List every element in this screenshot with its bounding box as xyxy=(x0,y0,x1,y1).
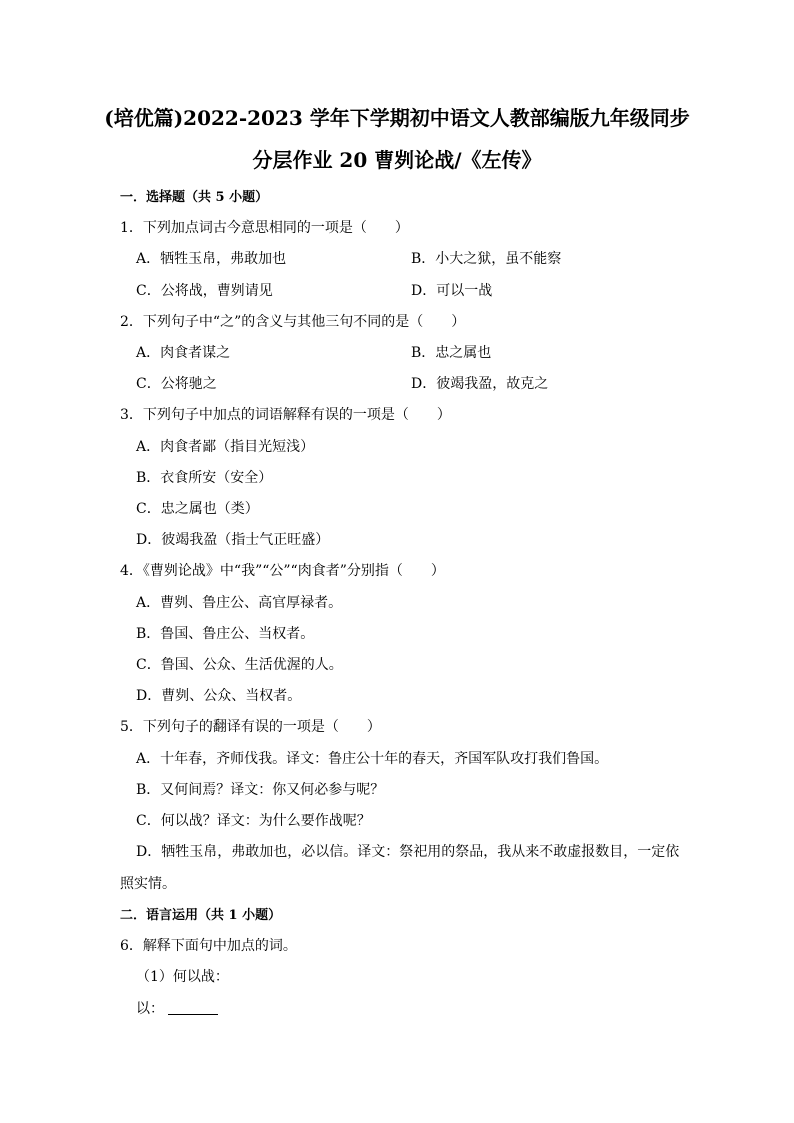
question-3-option-a: A．肉食者鄙（指目光短浅） xyxy=(136,439,315,455)
question-2-stem: 2．下列句子中“之”的含义与其他三句不同的是（ ） xyxy=(120,314,466,330)
question-3-stem: 3．下列句子中加点的词语解释有误的一项是（ ） xyxy=(120,407,451,423)
question-1-option-b: B．小大之狱，虽不能察 xyxy=(411,251,562,267)
question-2-option-a: A．肉食者谋之 xyxy=(136,345,231,361)
answer-blank[interactable] xyxy=(168,1000,218,1015)
question-5-stem: 5．下列句子的翻译有误的一项是（ ） xyxy=(120,719,381,735)
question-2-option-c: C．公将驰之 xyxy=(136,376,217,392)
question-2-option-d: D．彼竭我盈，故克之 xyxy=(411,376,549,392)
question-5-option-c: C．何以战？译文：为什么要作战呢？ xyxy=(136,813,371,829)
question-5-option-d-line1: D．牺牲玉帛，弗敢加也，必以信。译文：祭祀用的祭品，我从来不敢虚报数目，一定依 xyxy=(136,844,680,860)
question-1-stem: 1．下列加点词古今意思相同的一项是（ ） xyxy=(120,220,409,236)
section-heading-choice: 一．选择题（共 5 小题） xyxy=(120,190,269,205)
question-4-option-c: C．鲁国、公众、生活优渥的人。 xyxy=(136,657,343,673)
document-title-line2: 分层作业 20 曹刿论战/《左传》 xyxy=(252,148,542,172)
question-4-stem: 4．《曹刿论战》中“我”“公”“肉食者”分别指（ ） xyxy=(120,563,445,579)
question-5-option-a: A．十年春，齐师伐我。译文：鲁庄公十年的春天，齐国军队攻打我们鲁国。 xyxy=(136,751,609,767)
question-3-option-d: D．彼竭我盈（指士气正旺盛） xyxy=(136,532,330,548)
question-5-option-d-line2: 照实情。 xyxy=(120,876,176,892)
question-4-option-d: D．曹刿、公众、当权者。 xyxy=(136,688,302,704)
section-heading-language: 二．语言运用（共 1 小题） xyxy=(120,908,282,923)
question-1-option-a: A．牺牲玉帛，弗敢加也 xyxy=(136,251,287,267)
question-2-option-b: B．忠之属也 xyxy=(411,345,492,361)
question-6-stem: 6．解释下面句中加点的词。 xyxy=(120,938,297,954)
question-5-option-b: B．又何间焉？译文：你又何必参与呢？ xyxy=(136,782,385,798)
question-6-answer-row xyxy=(136,998,218,1018)
question-4-option-b: B．鲁国、鲁庄公、当权者。 xyxy=(136,626,315,642)
question-1-option-d: D．可以一战 xyxy=(411,283,493,299)
question-1-option-c: C．公将战，曹刿请见 xyxy=(136,283,273,299)
question-4-option-a: A．曹刿、鲁庄公、高官厚禄者。 xyxy=(136,595,343,611)
question-3-option-c: C．忠之属也（类） xyxy=(136,501,259,517)
document-title-line1: (培优篇)2022-2023 学年下学期初中语文人教部编版九年级同步 xyxy=(104,106,690,130)
question-6-answer-label: 以： xyxy=(136,1001,164,1017)
question-3-option-b: B．衣食所安（安全） xyxy=(136,470,273,486)
question-6-sub1: （1）何以战： xyxy=(136,969,229,985)
